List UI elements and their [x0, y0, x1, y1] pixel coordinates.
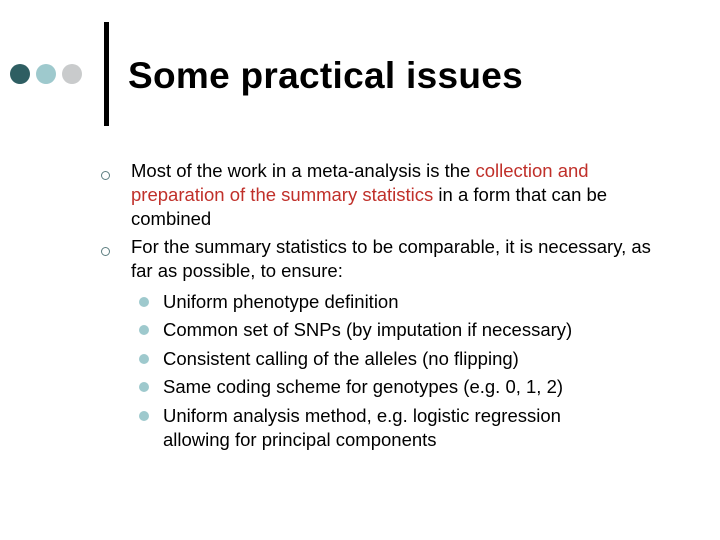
dark-teal-dot-icon	[10, 64, 30, 84]
sub-bullet-icon	[139, 382, 149, 392]
sub-bullet-icon	[139, 325, 149, 335]
title-divider	[104, 22, 109, 126]
slide-title: Some practical issues	[128, 55, 523, 96]
sub-item-text-4: Same coding scheme for genotypes (e.g. 0, 1, 2)	[163, 376, 564, 397]
grey-dot-icon	[62, 64, 82, 84]
sub-item-text-5: Uniform analysis method, e.g. logistic regression allowing for principal components	[163, 405, 561, 450]
sub-bullet-icon	[139, 297, 149, 307]
sub-bullet-icon	[139, 411, 149, 421]
bullet-text-2: For the summary statistics to be comparable, it is necessary, as far as possible, to ensure:	[131, 236, 651, 281]
bullet-text-1-highlight: collection and preparation of the summary statistics	[131, 160, 589, 205]
bullet-text-1-after: in a form that can be combined	[131, 184, 608, 229]
ring-bullet-icon	[101, 247, 110, 256]
sub-item-text-2: Common set of SNPs (by imputation if necessary)	[163, 319, 573, 340]
decorative-dots	[10, 64, 82, 86]
sub-bullet-icon	[139, 354, 149, 364]
bullet-text-1-before: Most of the work in a meta-analysis is the	[131, 160, 476, 181]
bullet-text-1	[131, 159, 671, 231]
sub-item-text-3: Consistent calling of the alleles (no flipping)	[163, 348, 519, 369]
sub-item-text-1: Uniform phenotype definition	[163, 291, 399, 312]
light-teal-dot-icon	[36, 64, 56, 84]
ring-bullet-icon	[101, 171, 110, 180]
